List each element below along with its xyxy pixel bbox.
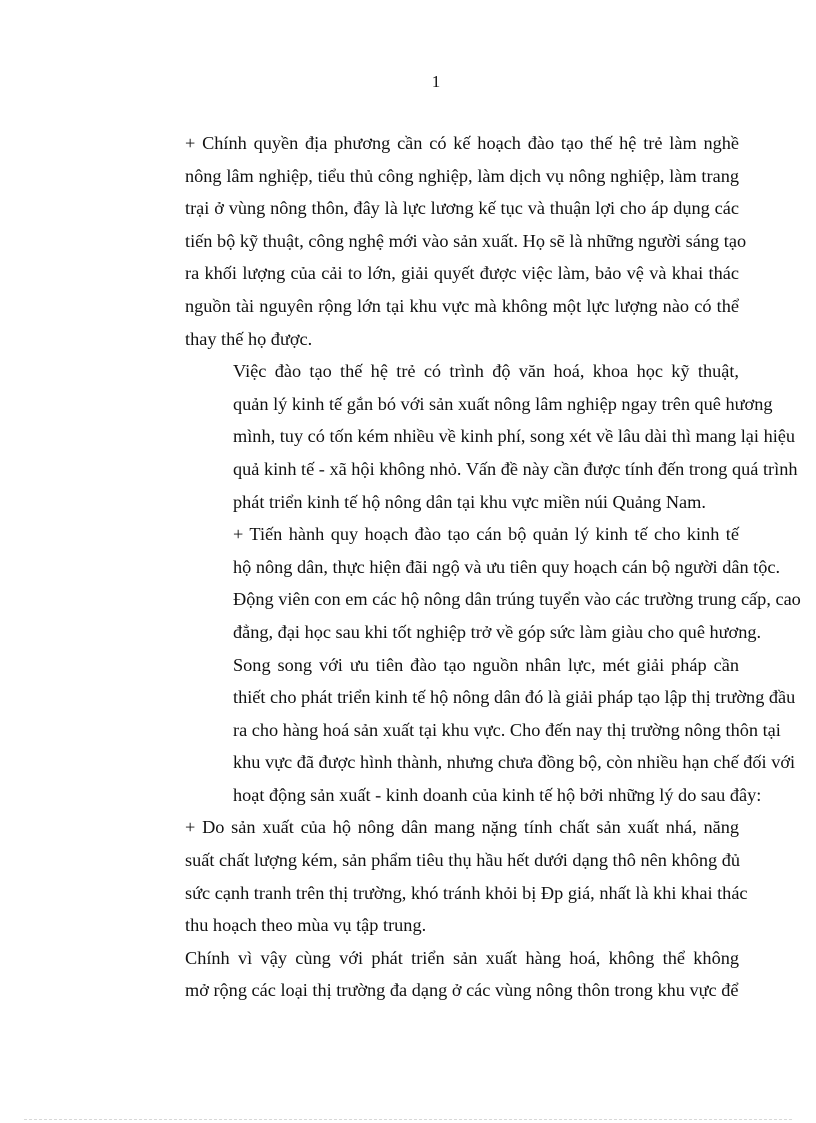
text-line: + Do sản xuất của hộ nông dân mang nặng tính chất sản xuất nhá, năng [185,817,739,838]
paragraph [135,518,801,648]
text-line: ra khối lượng của cải to lớn, giải quyết được việc làm, bảo vệ và khai thác [185,263,739,284]
document-body [135,127,801,1007]
paragraph [135,127,747,355]
text-line: tiến bộ kỹ thuật, công nghệ mới vào sản xuất. Họ sẽ là những người sáng tạo [185,230,747,251]
text-line: Song song với ưu tiên đào tạo nguồn nhân lực, mét giải pháp cần [233,654,739,675]
page-number: 1 [431,72,441,91]
text-line: phát triển kinh tế hộ nông dân tại khu vực miền núi Quảng Nam. [233,491,706,512]
text-line: sức cạnh tranh trên thị trường, khó tránh khỏi bị Ðp giá, nhất là khi khai thác [185,882,748,903]
text-line: + Tiến hành quy hoạch đào tạo cán bộ quản lý kinh tế cho kinh tế [233,524,739,545]
text-line: mở rộng các loại thị trường đa dạng ở các vùng nông thôn trong khu vực để [185,980,739,1001]
text-line: hoạt động sản xuất - kinh doanh của kinh tế hộ bởi những lý do sau đây: [233,784,762,805]
text-line: quản lý kinh tế gắn bó với sản xuất nông lâm nghiệp ngay trên quê hương [233,393,773,414]
text-line: nông lâm nghiệp, tiểu thủ công nghiệp, làm dịch vụ nông nghiệp, làm trang [185,165,739,186]
text-line: thiết cho phát triển kinh tế hộ nông dân đó là giải pháp tạo lập thị trường đầu [233,687,796,708]
paragraph [135,811,748,941]
paragraph [135,942,739,1007]
paragraph [135,649,796,812]
text-line: hộ nông dân, thực hiện đãi ngộ và ưu tiên quy hoạch cán bộ người dân tộc. [233,556,781,577]
text-line: khu vực đã được hình thành, nhưng chưa đồng bộ, còn nhiều hạn chế đối với [233,752,796,773]
text-line: Việc đào tạo thế hệ trẻ có trình độ văn hoá, khoa học kỹ thuật, [233,361,739,382]
page-bottom-divider [24,1119,792,1120]
paragraph [135,355,798,518]
text-line: nguồn tài nguyên rộng lớn tại khu vực mà không một lực lượng nào có thể [185,295,739,316]
text-line: + Chính quyền địa phương cần có kế hoạch đào tạo thế hệ trẻ làm nghề [185,133,739,153]
text-line: ra cho hàng hoá sản xuất tại khu vực. Cho đến nay thị trường nông thôn tại [233,719,781,740]
text-line: trại ở vùng nông thôn, đây là lực lương kế tục và thuận lợi cho áp dụng các [185,198,739,219]
text-line: thay thế họ được. [185,328,313,349]
text-line: quả kinh tế - xã hội không nhỏ. Vấn đề này cần được tính đến trong quá trình [233,458,798,479]
text-line: Động viên con em các hộ nông dân trúng tuyển vào các trường trung cấp, cao [233,589,801,610]
text-line: mình, tuy có tốn kém nhiều về kinh phí, song xét về lâu dài thì mang lại hiệu [233,426,796,447]
text-line: đẳng, đại học sau khi tốt nghiệp trở về góp sức làm giàu cho quê hương. [233,621,762,642]
text-line: suất chất lượng kém, sản phẩm tiêu thụ hầu hết dưới dạng thô nên không đủ [185,850,740,871]
text-line: Chính vì vậy cùng với phát triển sản xuất hàng hoá, không thể không [185,947,739,968]
text-line: thu hoạch theo mùa vụ tập trung. [185,915,427,936]
